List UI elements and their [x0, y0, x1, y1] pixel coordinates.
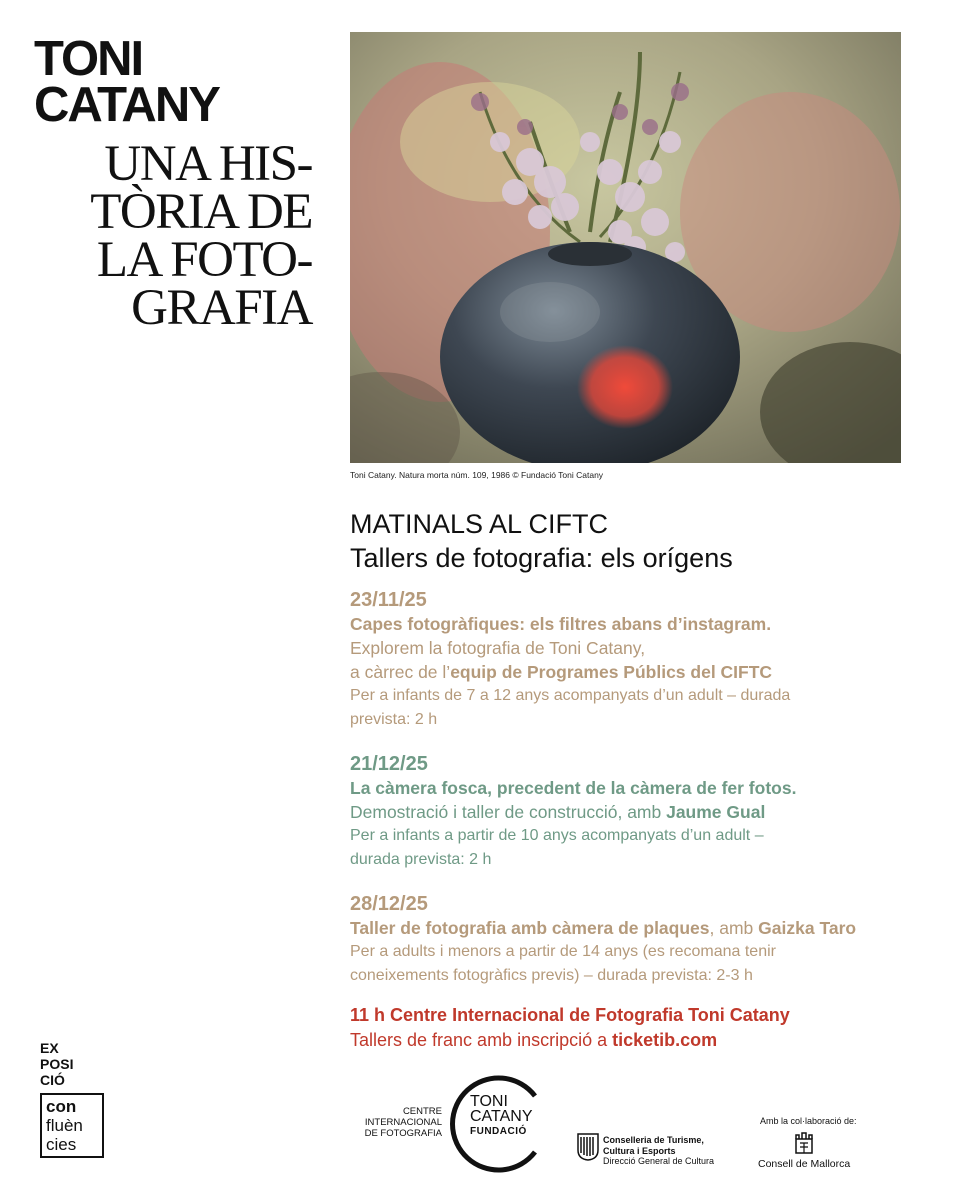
event-title-text: Taller de fotografia amb càmera de plaques — [350, 918, 710, 938]
event-audience — [350, 684, 950, 732]
conf-line: fluèn — [46, 1116, 83, 1135]
tc-line: CATANY — [470, 1108, 533, 1125]
title-line: CATANY — [34, 78, 219, 132]
event-audience-line: prevista: 2 h — [350, 711, 438, 728]
program-heading — [350, 507, 950, 575]
registration-text: Tallers de franc amb inscripció a — [350, 1030, 613, 1050]
consell-name: Consell de Mallorca — [758, 1158, 851, 1170]
expo-line: POSI — [40, 1056, 74, 1072]
event-audience-line: Per a adults i menors a partir de 14 anys (es recomana tenir — [350, 943, 776, 960]
ciftc-line: DE FOTOGRAFIA — [364, 1128, 442, 1139]
subtitle-line: LA FOTO- — [96, 232, 312, 288]
event-description-line — [350, 660, 950, 684]
consell-castle-icon — [793, 1131, 815, 1155]
conselleria-name: Conselleria de Turisme, — [603, 1135, 704, 1145]
conselleria-directorate: Direcció General de Cultura — [603, 1156, 715, 1166]
venue-name: Centre Internacional de Fotografia Toni Catany — [390, 1005, 790, 1025]
govern-shield-icon — [577, 1133, 599, 1161]
tc-line: TONI — [470, 1093, 508, 1110]
program-subtitle: Tallers de fotografia: els orígens — [350, 543, 733, 573]
event-description-line — [350, 800, 950, 824]
title-line: TONI — [34, 32, 143, 86]
event-title: Capes fotogràfiques: els filtres abans d’instagram. — [350, 614, 772, 634]
event-description-line: Explorem la fotografia de Toni Catany, — [350, 638, 646, 658]
event-title: La càmera fosca, precedent de la càmera de fer fotos. — [350, 778, 797, 798]
event-audience-line: durada prevista: 2 h — [350, 851, 492, 868]
ciftc-line: INTERNACIONAL — [364, 1117, 442, 1128]
venue-line — [350, 1003, 950, 1028]
still-life-image — [350, 32, 901, 463]
event-description-text: Demostració i taller de construcció, amb — [350, 802, 667, 822]
event-description — [350, 636, 950, 684]
exposicio-logo — [40, 1040, 73, 1088]
event-item — [350, 752, 950, 872]
event-host: Jaume Gual — [666, 802, 766, 822]
event-audience-line: Per a infants de 7 a 12 anys acompanyats d’un adult – durada — [350, 687, 791, 704]
tc-fundacio: FUNDACIÓ — [470, 1126, 527, 1137]
program-title: MATINALS AL CIFTC — [350, 509, 609, 539]
registration-line — [350, 1028, 950, 1053]
conselleria-text — [603, 1135, 763, 1167]
event-item — [350, 588, 950, 732]
exhibition-title-subtitle — [40, 136, 312, 336]
expo-line: EX — [40, 1040, 59, 1056]
registration-link[interactable]: ticketib.com — [612, 1030, 718, 1050]
event-audience-line: coneixements fotogràfics previs) – durada prevista: 2-3 h — [350, 967, 753, 984]
event-date: 23/11/25 — [350, 589, 427, 611]
expo-line: CIÓ — [40, 1072, 65, 1088]
ciftc-logo-text — [348, 1106, 442, 1139]
event-list — [350, 588, 950, 1008]
event-description — [350, 800, 950, 824]
event-date: 28/12/25 — [350, 893, 428, 915]
conf-line: cies — [46, 1135, 77, 1154]
conselleria-name: Cultura i Esports — [603, 1145, 676, 1156]
collaboration-label: Amb la col·laboració de: — [760, 1116, 857, 1126]
venue-info — [350, 1003, 950, 1053]
subtitle-line: UNA HIS- — [104, 136, 312, 192]
confluencies-logo — [40, 1093, 104, 1158]
event-audience — [350, 824, 950, 872]
ciftc-line: CENTRE — [402, 1106, 442, 1117]
event-item — [350, 892, 950, 988]
featured-photograph — [350, 32, 901, 463]
photo-caption: Toni Catany. Natura morta núm. 109, 1986 © Fundació Toni Catany — [350, 470, 604, 480]
event-host: Gaizka Taro — [758, 918, 857, 938]
toni-catany-logo-text — [470, 1094, 550, 1139]
event-host: equip de Programes Públics del CIFTC — [450, 662, 773, 682]
event-title-connector: , amb — [709, 918, 759, 938]
event-audience — [350, 940, 950, 988]
subtitle-line: TÒRIA DE — [90, 184, 312, 240]
event-audience-line: Per a infants a partir de 10 anys acompanyats d’un adult – — [350, 827, 764, 844]
event-title — [350, 916, 950, 940]
event-time: 11 h — [350, 1005, 386, 1025]
exhibition-title-artist — [34, 32, 219, 132]
event-date: 21/12/25 — [350, 753, 428, 775]
conf-line: con — [46, 1097, 77, 1116]
event-description-text: a càrrec de l’ — [350, 662, 451, 682]
subtitle-line: GRAFIA — [131, 280, 312, 336]
